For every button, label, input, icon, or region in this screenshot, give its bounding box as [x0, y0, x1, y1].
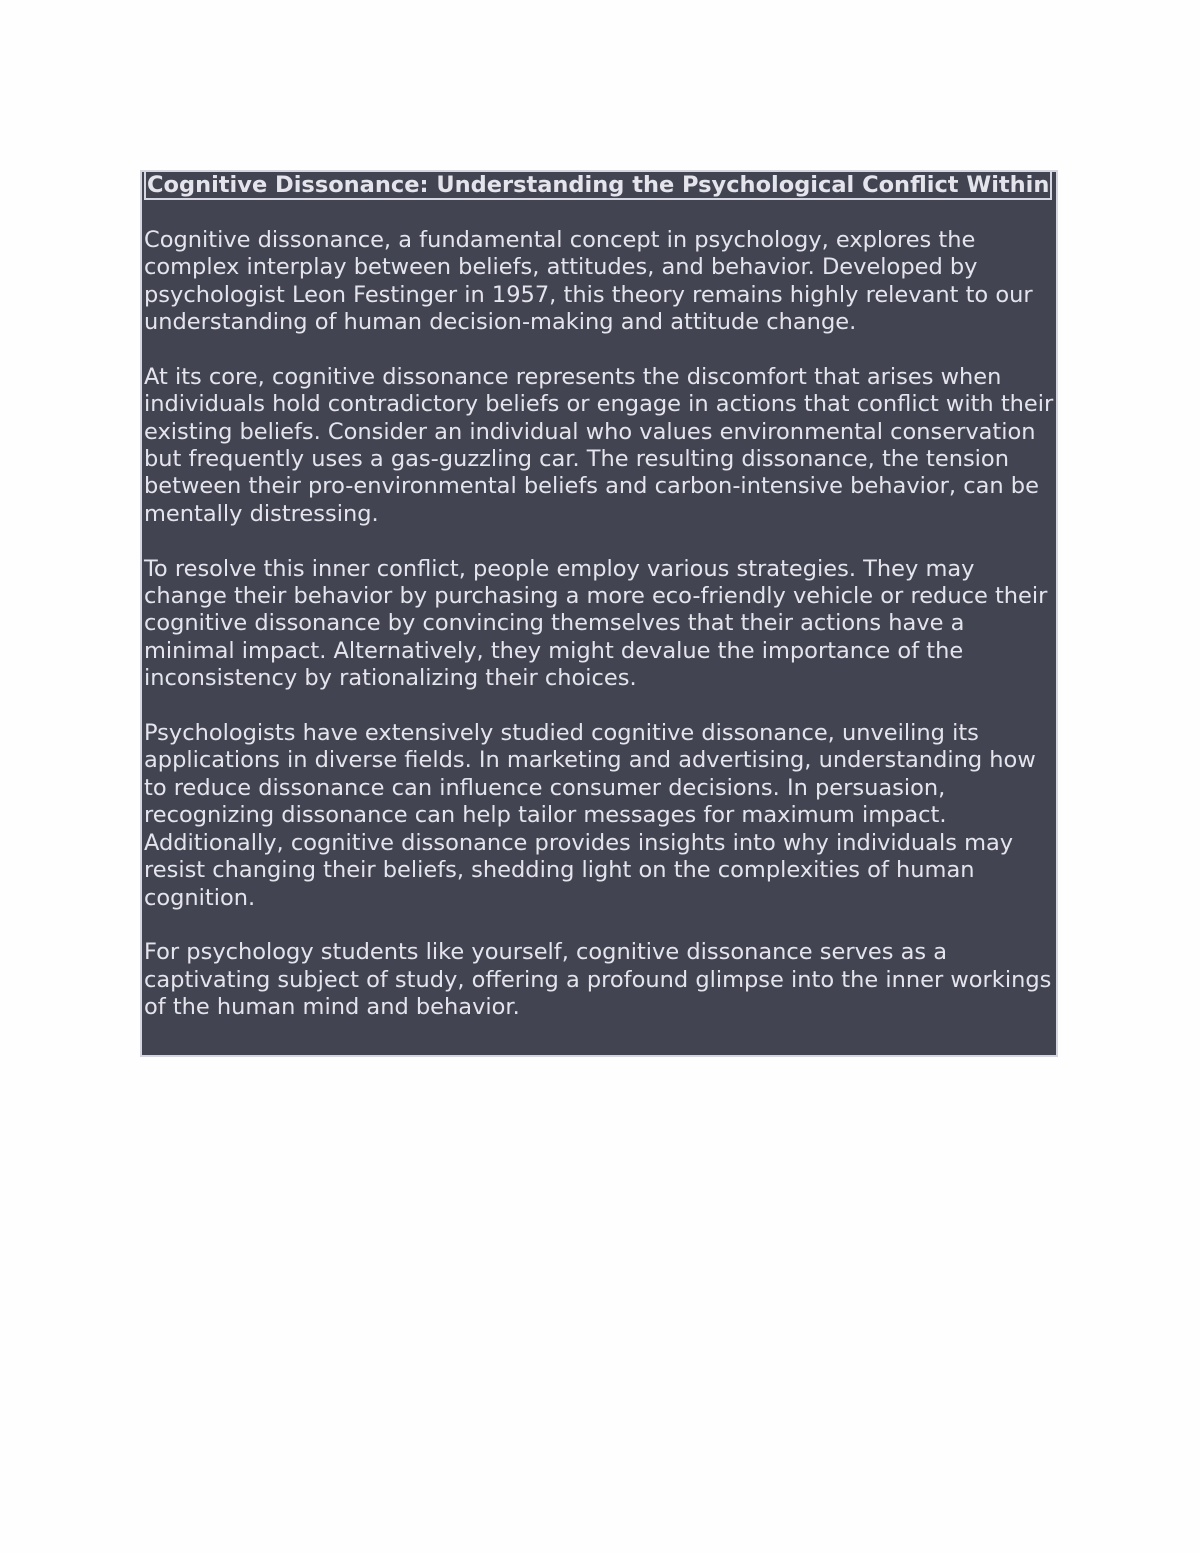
document-title: [144, 172, 1054, 199]
paragraph-core: At its core, cognitive dissonance represents the discomfort that arises when individuals hold contradictory beliefs or engage in actions that conflict with their existing beliefs. Consider an individual who values environmental conservation but frequently uses a gas-guzzling car. The resulting dissonance, the tension between their pro-environmental beliefs and carbon-intensive behavior, can be mentally distressing.: [144, 363, 1054, 527]
document-title-text: Cognitive Dissonance: Understanding the Psychological Conflict Within: [144, 170, 1052, 200]
paragraph-conclusion: For psychology students like yourself, cognitive dissonance serves as a captivating subject of study, offering a profound glimpse into the inner workings of the human mind and behavior.: [144, 939, 1052, 1021]
text-box: [140, 170, 1058, 1057]
paragraph-intro: Cognitive dissonance, a fundamental concept in psychology, explores the complex interplay between beliefs, attitudes, and behavior. Developed by psychologist Leon Festinger in 1957, this theory remains highly relevant to our understanding of human decision-making and attitude change.: [144, 226, 1033, 336]
paragraph-applications: Psychologists have extensively studied cognitive dissonance, unveiling its applications in diverse fields. In marketing and advertising, understanding how to reduce dissonance can influence consumer decisions. In persuasion, recognizing dissonance can help tailor messages for maximum impact. Additionally, cognitive dissonance provides insights into why individuals may resist changing their beliefs, shedding light on the complexities of human cognition.: [144, 720, 1036, 911]
paragraph-strategies: To resolve this inner conflict, people employ various strategies. They may change their behavior by purchasing a more eco-friendly vehicle or reduce their cognitive dissonance by convincing themselves that their actions have a minimal impact. Alternatively, they might devalue the importance of the inconsistency by rationalizing their choices.: [144, 555, 1048, 692]
